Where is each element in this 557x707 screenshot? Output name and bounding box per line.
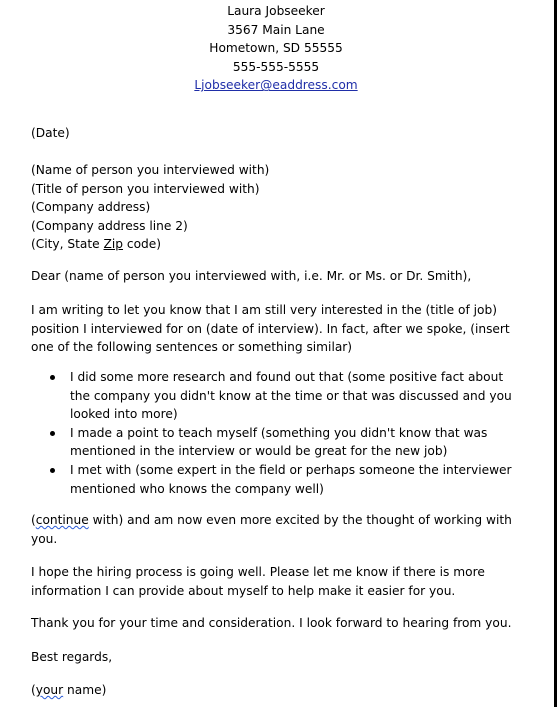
letter-header bbox=[0, 2, 552, 95]
bullet-line: the company you didn't know at the time or that was discussed and you bbox=[70, 388, 512, 403]
bullet-dot bbox=[50, 431, 55, 436]
paragraph-hiring-line: information I can provide about myself to help make it easier for you. bbox=[31, 583, 456, 598]
sender-phone: 555-555-5555 bbox=[232, 59, 320, 74]
signature-line bbox=[31, 681, 531, 700]
paragraph-intro bbox=[31, 301, 541, 357]
bullet-line: I did some more research and found out that (some positive fact about bbox=[70, 370, 504, 384]
code-text: code) bbox=[123, 237, 162, 252]
salutation: Dear (name of person you interviewed with, i.e. Mr. or Ms. or Dr. Smith), bbox=[31, 269, 472, 283]
recipient-title: (Title of person you interviewed with) bbox=[31, 181, 260, 196]
paragraph-continue-line bbox=[31, 511, 541, 530]
paragraph-intro-line: I am writing to let you know that I am still very interested in the (title of job) bbox=[31, 303, 497, 317]
bullet-line: I made a point to teach myself (something you didn't know that was bbox=[70, 425, 488, 440]
recipient-block bbox=[31, 161, 531, 254]
letter-date: (Date) bbox=[31, 126, 70, 140]
sender-email-link[interactable]: Ljobseeker@eaddress.com bbox=[194, 78, 358, 93]
city-state-text: (City, State bbox=[31, 237, 104, 252]
bullet-line: mentioned who knows the company well) bbox=[70, 481, 324, 496]
paragraph-intro-line: one of the following sentences or something similar) bbox=[31, 340, 353, 355]
paragraph-hiring-line: I hope the hiring process is going well. Please let me know if there is more bbox=[31, 565, 485, 579]
sig-open-paren: ( bbox=[31, 683, 36, 697]
thanks-line: Thank you for your time and consideration. I look forward to hearing from you. bbox=[31, 616, 512, 630]
paragraph-intro-line: position I interviewed for on (date of interview). In fact, after we spoke, (insert bbox=[31, 321, 510, 336]
closing-line: Best regards, bbox=[31, 650, 113, 664]
bullet-line: I met with (some expert in the field or perhaps someone the interviewer bbox=[70, 462, 512, 477]
sender-city-line: Hometown, SD 55555 bbox=[209, 41, 343, 56]
bullet-line: looked into more) bbox=[70, 407, 178, 422]
bullet-item bbox=[0, 424, 552, 461]
continue-word: continue bbox=[35, 513, 89, 527]
recipient-name: (Name of person you interviewed with) bbox=[31, 163, 270, 177]
continue-rest: with) and am now even more excited by the thought of working with bbox=[88, 513, 512, 527]
recipient-address: (Company address) bbox=[31, 200, 151, 215]
recipient-city-state-zip bbox=[31, 235, 531, 254]
bullet-line: mentioned in the interview or would be great for the new job) bbox=[70, 444, 448, 459]
paragraph-continue bbox=[31, 511, 541, 548]
your-word: your bbox=[35, 683, 64, 697]
bullet-list bbox=[0, 368, 552, 498]
sender-email-row bbox=[0, 76, 552, 95]
sig-rest: name) bbox=[63, 683, 107, 697]
sender-name: Laura Jobseeker bbox=[227, 4, 325, 18]
zip-word: Zip bbox=[103, 237, 124, 252]
recipient-address-2: (Company address line 2) bbox=[31, 218, 188, 233]
paragraph-continue-line: you. bbox=[31, 531, 58, 546]
bullet-item bbox=[0, 368, 552, 424]
bullet-dot bbox=[50, 375, 55, 380]
sender-street: 3567 Main Lane bbox=[227, 22, 325, 37]
bullet-dot bbox=[50, 468, 55, 473]
paragraph-hiring bbox=[31, 563, 541, 600]
open-paren: ( bbox=[31, 513, 36, 527]
bullet-item bbox=[0, 461, 552, 498]
